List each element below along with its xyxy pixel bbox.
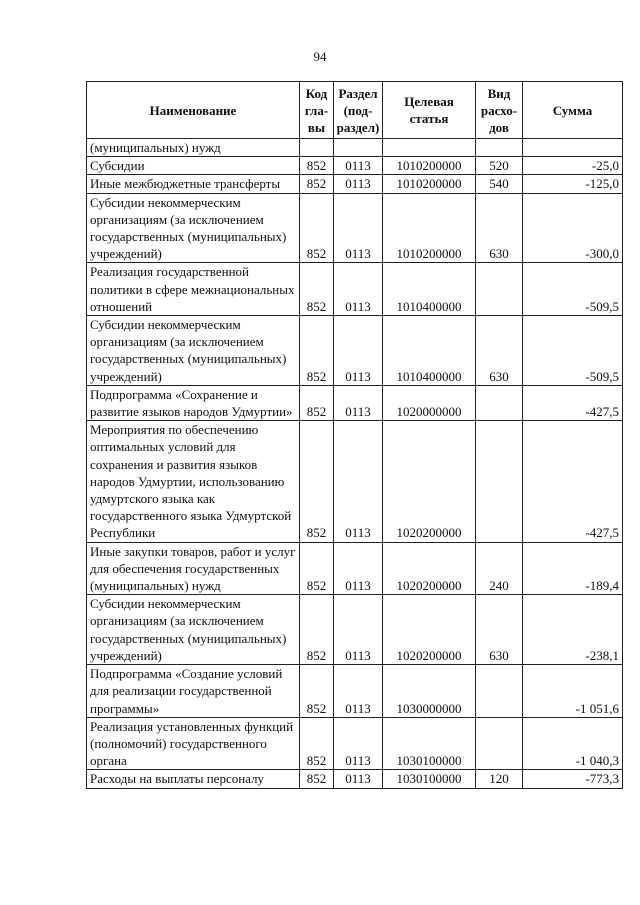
cell-type [476,139,523,157]
header-target: Целевая статья [383,82,476,139]
cell-code: 852 [300,665,334,718]
cell-sum: -238,1 [523,595,623,665]
cell-name: Мероприятия по обеспечению оптимальных условий для сохранения и развития языков народов Удмуртии, использованию удмуртского языка как государственного языка Удмуртской Республики [87,421,300,542]
cell-code: 852 [300,595,334,665]
cell-name: Подпрограмма «Сохранение и развитие языков народов Удмуртии» [87,385,300,420]
cell-type: 630 [476,193,523,263]
table-row [87,316,623,386]
cell-target: 1020200000 [383,542,476,595]
cell-sum [523,139,623,157]
cell-code: 852 [300,421,334,542]
cell-sum: -509,5 [523,263,623,316]
header-code: Код гла- вы [300,82,334,139]
table-header-row [87,82,623,139]
cell-type: 240 [476,542,523,595]
cell-target: 1030100000 [383,770,476,788]
cell-type [476,385,523,420]
cell-code: 852 [300,316,334,386]
cell-sum: -25,0 [523,157,623,175]
cell-name: Субсидии некоммерческим организациям (за исключением государственных (муниципальных) учреждений) [87,595,300,665]
table-row [87,157,623,175]
cell-name: Субсидии некоммерческим организациям (за исключением государственных (муниципальных) учреждений) [87,193,300,263]
table-row [87,175,623,193]
table-row [87,139,623,157]
cell-target: 1020200000 [383,595,476,665]
cell-section: 0113 [334,717,383,770]
cell-type: 540 [476,175,523,193]
cell-name: Расходы на выплаты персоналу [87,770,300,788]
cell-code [300,139,334,157]
cell-section: 0113 [334,665,383,718]
cell-target: 1010400000 [383,263,476,316]
cell-target: 1010200000 [383,157,476,175]
table-row [87,542,623,595]
table-row [87,665,623,718]
cell-target: 1010200000 [383,193,476,263]
cell-code: 852 [300,770,334,788]
cell-code: 852 [300,542,334,595]
cell-section: 0113 [334,157,383,175]
cell-name: Реализация государственной политики в сфере межнациональных отношений [87,263,300,316]
cell-name: Субсидии некоммерческим организациям (за исключением государственных (муниципальных) учреждений) [87,316,300,386]
table-row [87,263,623,316]
cell-target: 1030000000 [383,665,476,718]
cell-target: 1020200000 [383,421,476,542]
cell-target: 1010200000 [383,175,476,193]
cell-code: 852 [300,385,334,420]
cell-name: Иные межбюджетные трансферты [87,175,300,193]
cell-section: 0113 [334,316,383,386]
cell-sum: -189,4 [523,542,623,595]
cell-name: Иные закупки товаров, работ и услуг для обеспечения государственных (муниципальных) нужд [87,542,300,595]
cell-name: Реализация установленных функций (полномочий) государственного органа [87,717,300,770]
cell-type: 630 [476,595,523,665]
cell-section: 0113 [334,770,383,788]
table-body [87,139,623,789]
cell-type [476,665,523,718]
page-number: 94 [313,49,327,64]
cell-sum: -125,0 [523,175,623,193]
cell-name: Субсидии [87,157,300,175]
cell-section: 0113 [334,542,383,595]
table-row [87,421,623,542]
header-type: Вид расхо- дов [476,82,523,139]
header-section: Раздел (под- раздел) [334,82,383,139]
cell-code: 852 [300,717,334,770]
table-row [87,595,623,665]
cell-section: 0113 [334,595,383,665]
cell-name: (муниципальных) нужд [87,139,300,157]
cell-type [476,263,523,316]
cell-section: 0113 [334,193,383,263]
cell-type: 630 [476,316,523,386]
budget-table [86,81,623,789]
cell-type: 520 [476,157,523,175]
cell-code: 852 [300,263,334,316]
table-row [87,193,623,263]
cell-sum: -773,3 [523,770,623,788]
header-sum: Сумма [523,82,623,139]
table-row [87,385,623,420]
cell-type [476,717,523,770]
cell-section [334,139,383,157]
cell-target [383,139,476,157]
cell-section: 0113 [334,421,383,542]
cell-sum: -427,5 [523,385,623,420]
table-row [87,770,623,788]
cell-type [476,421,523,542]
cell-sum: -1 051,6 [523,665,623,718]
cell-section: 0113 [334,263,383,316]
cell-code: 852 [300,175,334,193]
cell-section: 0113 [334,175,383,193]
cell-section: 0113 [334,385,383,420]
cell-type: 120 [476,770,523,788]
cell-sum: -1 040,3 [523,717,623,770]
cell-target: 1030100000 [383,717,476,770]
cell-name: Подпрограмма «Создание условий для реализации государственной программы» [87,665,300,718]
cell-sum: -427,5 [523,421,623,542]
cell-code: 852 [300,157,334,175]
cell-target: 1010400000 [383,316,476,386]
cell-sum: -300,0 [523,193,623,263]
cell-code: 852 [300,193,334,263]
table-row [87,717,623,770]
header-name: Наименование [87,82,300,139]
cell-sum: -509,5 [523,316,623,386]
cell-target: 1020000000 [383,385,476,420]
